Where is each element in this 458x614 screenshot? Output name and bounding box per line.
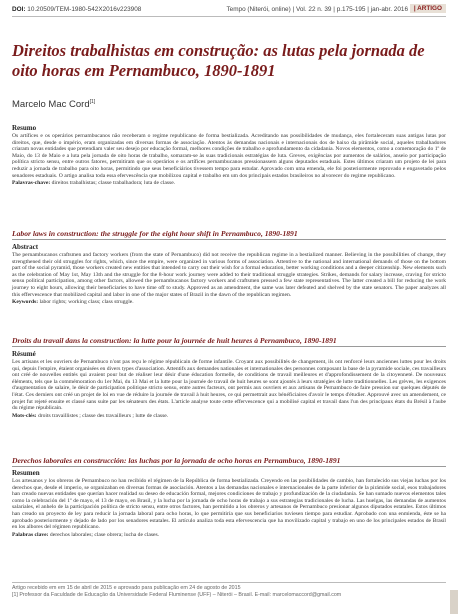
abstract-pt-heading: Resumo <box>12 124 37 132</box>
received-approved-dates: Artigo recebido em em 15 de abril de 2015 e aprovado para publicação em 24 de agosto de 2015 <box>12 585 241 591</box>
author <box>12 99 95 110</box>
keywords-fr <box>12 413 446 420</box>
section-tag: | ARTIGO <box>410 4 446 13</box>
page-edge-tab <box>450 590 458 614</box>
keywords-en-label: Keywords: <box>12 299 39 306</box>
abstract-french <box>12 350 446 419</box>
abstract-en-heading: Abstract <box>12 243 39 251</box>
abstract-pt-text: Os artífices e os operários pernambucanos não receberam o regime republicano de forma bestializada. Acreditando nas possibilidades de mudança, eles fortaleceram suas antigas lutas por direitos, que, desde o império, eram organizadas em diversas formas de associação. Atentos às demandas nacionais e internacionais dos de baixo da pirâmide social, aqueles trabalhadores criaram novas entidades que pretendiam valer seu desejo por educação formal, melhores condições de trabalho e aprofundamento da cidadania. Novos elementos, como a comemoração do 1º de Maio, do 13 de Maio e a luta pela jornada de oito horas de trabalho, somaram-se às suas tradicionais estratégias de luta. Greves, exigências por aumentos de salários, anseio por participação política stricto sensu, entre outros fatores, permitiram que os operários e os artífices pernambucanos pressionassem alguns deputados estaduais. Estes últimos criaram um projeto de lei para reduzir a jornada de trabalho para oito horas, permitindo que seus beneficiários tivessem tempo para estudar. Aprovado com uma emenda, ele foi posteriormente reprovado e engavetado pelos senadores estaduais. O artigo analisa toda essa efervescência que mobilizou capital e trabalho em um dos principais estados brasileiros no alvorecer do regime republicano. <box>12 133 446 179</box>
running-header <box>12 4 446 16</box>
abstract-en-text: The pernambucanos craftsmen and factory workers (from the state of Pernambuco) did not receive the republican regime in a bestialized manner. Believing in the possibilities of change, they strengthened their old struggles for rights, which, since the empire, were organized in various forms of association. Attentive to the national and international demands of those on the bottom part of the social pyramid, those workers created new entities that intended to carry out their wish for a formal education, better working conditions and a deeper citizenship. New elements such as the celebration of May 1st, May 13th and the struggle for the 8-hour work journey were added to their traditional struggle strategies. Strikes, demands for salary increase, craving for stricto sensu political participation, among other factors, allowed the pernambucanos factory workers and craftsmen pressed a few state representatives. The latter created a bill for reducing the work journey to eight hours, allowing their beneficiaries to have time off to study. Approved as an amendment, the same was later defeated and shelved by the state senators. The paper analyzes all this effervescence that mobilized capital and labor in one of the major states of Brazil in the dawn of the republican regimen. <box>12 252 446 298</box>
english-title: Labor laws in construction: the struggle for the eight hour shift in Pernambuco, 1890-1891 <box>12 229 446 240</box>
keywords-pt-values: direitos trabalhistas; classe trabalhadora; luta de classe. <box>51 180 176 187</box>
article-footer <box>12 582 446 599</box>
keywords-en-values: labor rights; working class; class struggle. <box>39 299 134 306</box>
abstract-english <box>12 243 446 306</box>
keywords-es-label: Palabras clave: <box>12 531 49 538</box>
keywords-pt <box>12 180 446 187</box>
doi-value: 10.20509/TEM-1980-542X2016v223908 <box>27 6 142 13</box>
doi-label: DOI: <box>12 6 26 13</box>
author-footnote-marker[interactable]: [1] <box>89 99 96 105</box>
author-name: Marcelo Mac Cord <box>12 99 90 111</box>
abstract-fr-text: Les artisans et les ouvriers de Pernambuco n'ont pas reçu le régime républicain de forme infantile. Croyant aux possibilités de changement, ils ont renforcé leurs anciennes luttes pour les droits qui, depuis l'empire, étaient organisées en divers types d'association. Attentifs aux demandes nationales et internationales des personnes composant la base de la pyramide sociale, ces travailleurs ont créé de nouvelles entités qui avaient pour but de réaliser leur désir d'une éducation formelle, de conditions de travail meilleures et d'approfondissement de la citoyenneté. De nouveaux éléments, tels que la commémoration du 1er Mai, du 13 Mai et la lutte pour la journée de travail de huit heures se sont ajoutés à leurs stratégies de lutte traditionnelles. Les grèves, les exigences d'augmentation de salaire, le désir de participation politique stricto sensu, entre autres facteurs, ont permis aux ouvriers et aux artisans de Pernambuco de faire pression sur quelques députés de l'état. Ces derniers ont créé un projet de loi en vue de réduire la journée de travail à huit heures, ce qui permettrait aux bénéficiaires d'avoir le temps d'étudier. Approuvé avec un amendement, ce projet fut rejeté ensuite et classé sans suite par les sénateurs des états. L'article analyse toute cette effervescence qui a mobilisé capital et travail dans l'un des principaux états du Brésil à l'aube du régime républicain. <box>12 359 446 412</box>
header-divider <box>12 16 446 17</box>
spanish-title: Derechos laborales en construcción: las luchas por la jornada de ocho horas en Pernambuco, 1890-1891 <box>12 456 446 467</box>
abstract-fr-heading: Résumé <box>12 350 36 358</box>
keywords-es-values: derechos laborales; clase obrera; lucha de clases. <box>49 531 160 538</box>
keywords-fr-label: Mots-clés: <box>12 412 37 419</box>
article-title: Direitos trabalhistas em construção: as lutas pela jornada de oito horas em Pernambuco, 1890-1891 <box>12 41 425 80</box>
doi[interactable] <box>12 6 141 13</box>
keywords-pt-label: Palavras-chave: <box>12 180 51 187</box>
abstract-portuguese <box>12 124 446 187</box>
keywords-en <box>12 299 446 306</box>
abstract-es-text: Los artesanos y los obreros de Pernambuco no han recibido el régimen de la República de forma bestializada. Creyendo en las posibilidades de cambio, han fortalecido sus viejas luchas por los derechos que, desde el imperio, se organizaban en diversas formas de asociación. Atentos a las demandas nacionales e internacionales de la parte inferior de la pirámide social, esos trabajadores han creado nuevas entidades que querían hacer realidad su deseo de educación formal, mejores condiciones de trabajo y profundización de la ciudadanía. Se han sumado nuevos elementos tales como la celebración del 1º de mayo, el 13 de mayo, en Brasil, y la lucha por la jornada de ocho horas de trabajo a sus estrategias tradicionales de lucha. Las huelgas, las demandas de aumentos salariales, el anhelo de la participación política de stricto sensu, entre otros factores, han permitido a los obreros y artesanos de Pernambuco presionar algunos diputados estatales. Estos últimos han creado un proyecto de ley para reducir la jornada laboral para ocho horas, lo que permitiría que sus beneficiarios tuviesen tiempo para estudiar. Aprobado con una enmienda, éste se ha aprobado posteriormente y dejado de lado por los senadores estatales. El artículo analiza toda esta efervescencia que ha movilizado capital y trabajo en uno de los principales estados de Brasil en los albores del régimen republicano. <box>12 478 446 531</box>
journal-volume: Tempo (Niterói, online) | Vol. 22 n. 39 | p.175-195 | jan-abr. 2016 <box>226 6 408 13</box>
author-affiliation: [1] Professor da Faculdade de Educação da Universidade Federal Fluminense (UFF) – Niterói – Brasil. E-mail: marcelomaccord@gmail.com <box>12 592 342 598</box>
abstract-es-heading: Resumen <box>12 469 40 477</box>
keywords-fr-values: droits travaillistes ; classe des travailleurs ; lutte de classe. <box>37 412 169 419</box>
abstract-spanish <box>12 469 446 538</box>
keywords-es <box>12 532 446 539</box>
french-title: Droits du travail dans la construction: la lutte pour la journée de huit heures à Pernambuco, 1890-1891 <box>12 336 446 347</box>
